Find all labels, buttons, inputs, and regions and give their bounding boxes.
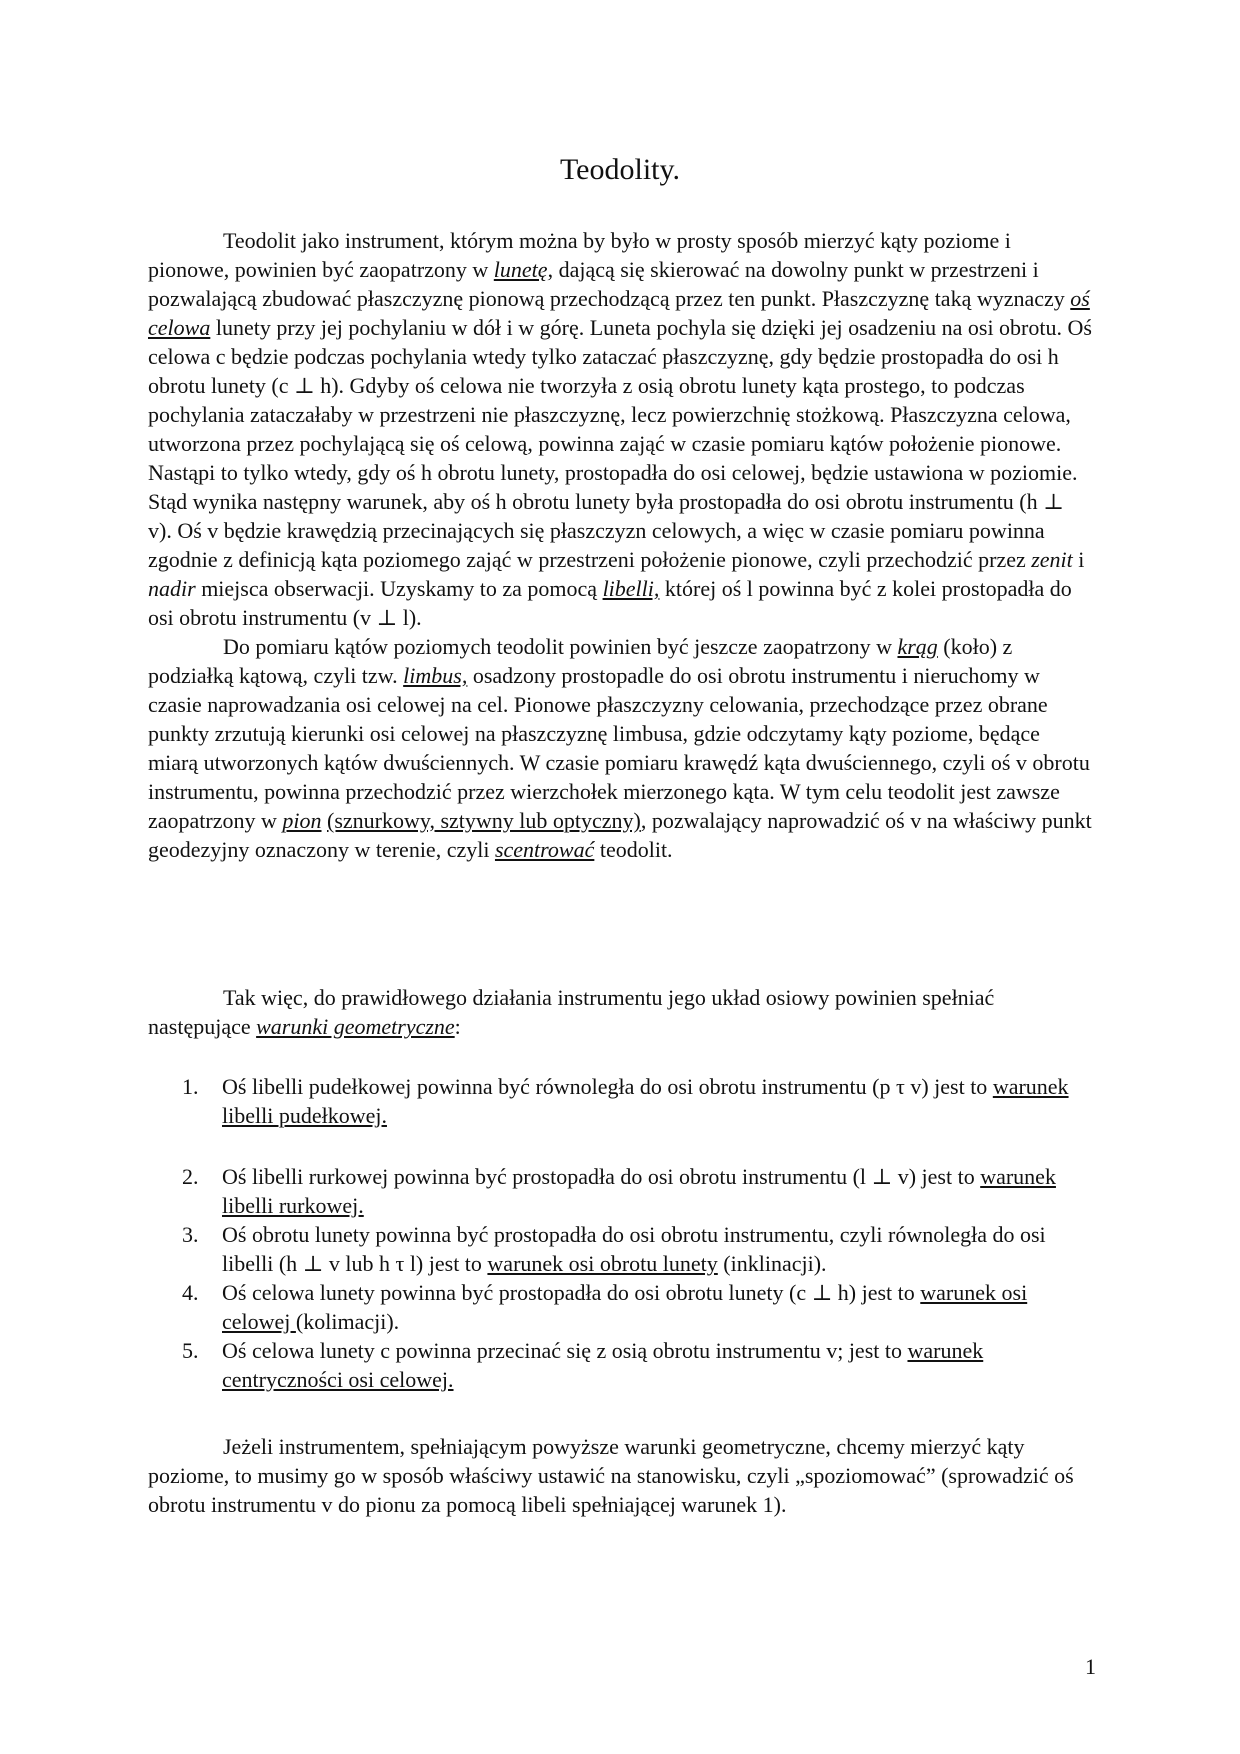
parallel-symbol: τ — [395, 1251, 405, 1276]
term-nadir: nadir — [148, 576, 196, 601]
term-pion-types: (sznurkowy, sztywny lub optyczny) — [327, 808, 641, 833]
condition-name: warunek centryczności osi celowej. — [222, 1338, 984, 1392]
list-item — [148, 1072, 1093, 1130]
list-item-text: Oś celowa lunety c powinna przecinać się z osią obrotu instrumentu v; jest to — [222, 1338, 908, 1363]
list-item-text: Oś libelli rurkowej powinna być prostopadła do osi obrotu instrumentu (l ⊥ v) jest to — [222, 1164, 981, 1189]
page-number: 1 — [1085, 1654, 1096, 1679]
list-item-tail: (kolimacji). — [295, 1309, 400, 1334]
list-item-number: 5. — [182, 1338, 199, 1363]
list-item — [148, 1220, 1093, 1278]
list-item-text: Oś obrotu lunety powinna być prostopadła do osi obrotu instrumentu, czyli równoległa do osi libelli (h ⊥ v lub h — [222, 1222, 1046, 1276]
list-item-text: Oś celowa lunety powinna być prostopadła do osi obrotu lunety (c ⊥ h) jest to — [222, 1280, 921, 1305]
list-item-number: 2. — [182, 1164, 199, 1189]
page-title: Teodolity. — [559, 153, 681, 186]
p1-text-1: Teodolit jako instrument, którym można by było w prosty sposób mierzyć kąty poziome i pionowe, powinien być zaopatrzony w — [148, 228, 1011, 282]
term-warunki-geometryczne: warunki geometryczne — [256, 1014, 455, 1039]
p2-text-3: osadzony prostopadle do osi obrotu instrumentu i nieruchomy w czasie naprowadzania osi celowej na cel. Pionowe płaszczyzny celowania, przechodzące przez obrane punkty zrzutują kierunki osi celowej na płaszczyznę limbusa, gdzie odczytamy kąty poziome, będące miarą utworzonych kątów dwuściennych. W czasie pomiaru krawędź kąta dwuściennego, czyli oś v obrotu instrumentu, powinna przechodzić przez wierzchołek mierzonego kąta. W tym celu teodolit jest zawsze zaopatrzony w — [148, 663, 1090, 833]
conditions-list — [148, 1072, 1093, 1394]
term-zenit: zenit — [1031, 547, 1073, 572]
paragraph-3 — [148, 983, 1093, 1041]
condition-name: warunek libelli pudełkowej. — [222, 1074, 1069, 1128]
list-item-text-2: v) jest to — [904, 1074, 993, 1099]
term-libella: libelli, — [602, 576, 660, 601]
paragraph-2 — [148, 632, 1093, 864]
paragraph-1 — [148, 226, 1093, 632]
term-limbus: limbus, — [403, 663, 468, 688]
p1-text-4: i — [1072, 547, 1085, 572]
condition-name: warunek osi obrotu lunety — [487, 1251, 718, 1276]
conditions-intro — [148, 983, 1093, 1041]
list-item — [148, 1278, 1093, 1336]
list-item-number: 4. — [182, 1280, 199, 1305]
term-luneta: lunetę — [493, 257, 548, 282]
list-item-tail: (inklinacji). — [717, 1251, 827, 1276]
p2-text-6: teodolit. — [594, 837, 673, 862]
list-item-text-2: l) jest to — [404, 1251, 488, 1276]
intro-section — [148, 226, 1093, 864]
term-scentrowac: scentrować — [494, 837, 595, 862]
term-krag: krąg — [897, 634, 938, 659]
p2-text-1: Do pomiaru kątów poziomych teodolit powinien być jeszcze zaopatrzony w — [223, 634, 898, 659]
term-pion: pion — [282, 808, 322, 833]
list-item-number: 1. — [182, 1074, 199, 1099]
p1-text-3: lunety przy jej pochylaniu w dół i w górę. Luneta pochyla się dzięki jej osadzeniu na osi obrotu. Oś celowa c będzie podczas pochylania wtedy tylko zataczać płaszczyznę, gdy będzie prostopadła do osi h obrotu lunety (c ⊥ h). Gdyby oś celowa nie tworzyła z osią obrotu lunety kąta prostego, to podczas pochylania zataczałaby w przestrzeni nie płaszczyznę, lecz powierzchnię stożkową. Płaszczyzna celowa, utworzona przez pochylającą się oś celową, powinna zająć w czasie pomiaru kątów położenie pionowe. Nastąpi to tylko wtedy, gdy oś h obrotu lunety, prostopadła do osi celowej, będzie ustawiona w poziomie. Stąd wynika następny warunek, aby oś h obrotu lunety była prostopadła do osi obrotu instrumentu (h ⊥ v). Oś v będzie krawędzią przecinających się płaszczyzn celowych, a więc w czasie pomiaru powinna zgodnie z definicją kąta poziomego zająć w przestrzeni położenie pionowe, czyli przechodzić przez — [148, 315, 1092, 572]
term-os-celowa: oś celowa — [148, 286, 1090, 340]
condition-name: warunek libelli rurkowej. — [222, 1164, 1056, 1218]
p2-text-5: , pozwalający naprowadzić oś v na właściwy punkt geodezyjny oznaczony w terenie, czyli — [148, 808, 1092, 862]
list-item-number: 3. — [182, 1222, 199, 1247]
condition-name: warunek osi celowej — [222, 1280, 1028, 1334]
parallel-symbol: τ — [895, 1074, 905, 1099]
p3-text-2: : — [454, 1014, 461, 1039]
p3-text-1: Tak więc, do prawidłowego działania instrumentu jego układ osiowy powinien spełniać następujące — [148, 985, 995, 1039]
conditions-list-block — [148, 1072, 1093, 1394]
list-item-text: Oś libelli pudełkowej powinna być równoległa do osi obrotu instrumentu (p — [222, 1074, 896, 1099]
p1-text-5: miejsca obserwacji. Uzyskamy to za pomocą — [195, 576, 603, 601]
p1-text-6: której oś l powinna być z kolei prostopadła do osi obrotu instrumentu (v ⊥ l). — [148, 576, 1072, 630]
closing-section — [148, 1432, 1093, 1519]
paragraph-4: Jeżeli instrumentem, spełniającym powyższe warunki geometryczne, chcemy mierzyć kąty poziome, to musimy go w sposób właściwy ustawić na stanowisku, czyli „spoziomować” (sprowadzić oś obrotu instrumentu v do pionu za pomocą libeli spełniającej warunek 1). — [148, 1434, 1074, 1517]
list-item — [148, 1162, 1093, 1220]
p2-text-2: (koło) z podziałką kątową, czyli tzw. — [148, 634, 1013, 688]
list-item — [148, 1336, 1093, 1394]
p1-text-2: , dającą się skierować na dowolny punkt w przestrzeni i pozwalającą zbudować płaszczyznę pionową przechodzącą przez ten punkt. Płaszczyznę taką wyznaczy — [148, 257, 1071, 311]
